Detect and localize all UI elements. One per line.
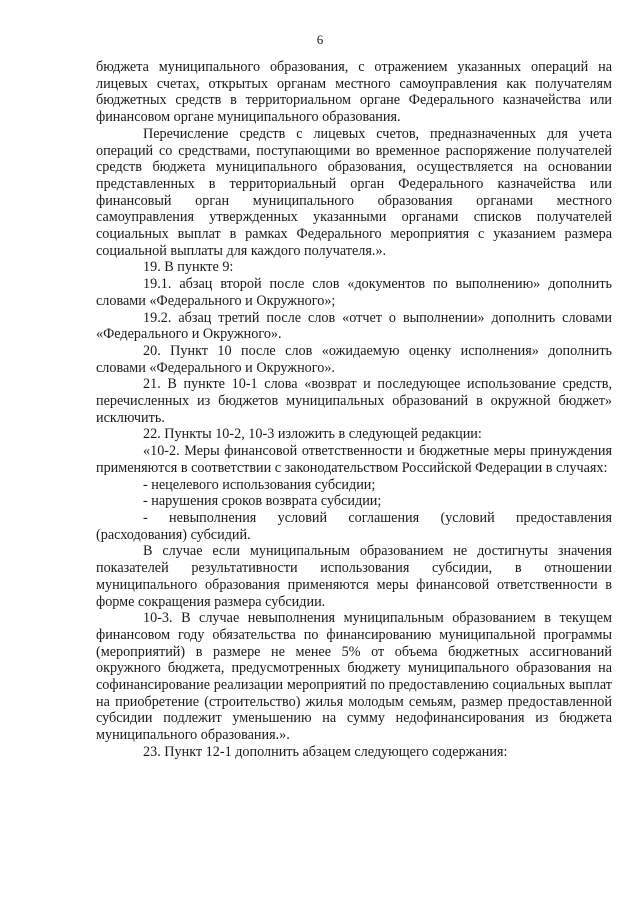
page-number: 6 <box>316 32 324 47</box>
paragraph: бюджета муниципального образования, с отражением указанных операций на лицевых счетах, открытых органам местного самоуправления как получателям бюджетных средств в территориальном органе Федерального казначейства или финансовом органе муниципального образования. <box>96 59 612 126</box>
paragraph: 19. В пункте 9: <box>143 259 234 276</box>
paragraph: - нецелевого использования субсидии; <box>143 476 376 493</box>
paragraph: - нарушения сроков возврата субсидии; <box>143 493 382 510</box>
paragraph: 21. В пункте 10-1 слова «возврат и последующее использование средств, перечисленных из бюджетов муниципальных образований в окружной бюджет» исключить. <box>96 376 612 426</box>
paragraph: В случае если муниципальным образованием не достигнуты значения показателей результативности использования субсидии, в отношении муниципального образования применяются меры финансовой ответственности в форме сокращения размера субсидии. <box>96 543 612 610</box>
document-body <box>96 59 612 761</box>
paragraph: 22. Пункты 10-2, 10-3 изложить в следующей редакции: <box>143 426 482 443</box>
paragraph: 20. Пункт 10 после слов «ожидаемую оценку исполнения» дополнить словами «Федерального и Окружного». <box>96 342 612 376</box>
paragraph: «10-2. Меры финансовой ответственности и бюджетные меры принуждения применяются в соответствии с законодательством Российской Федерации в случаях: <box>96 443 612 476</box>
paragraph: Перечисление средств с лицевых счетов, предназначенных для учета операций со средствами, поступающими во временное распоряжение получателей средств бюджета муниципального образования, осуществляется на основании представленных в территориальный орган Федерального казначейства или финансовый орган муниципального образования органами местного самоуправления утвержденных указанными органами списков получателей социальных выплат в рамках Федерального мероприятия с указанием размера социальной выплаты для каждого получателя.». <box>96 125 612 259</box>
paragraph: 19.2. абзац третий после слов «отчет о выполнении» дополнить словами «Федерального и Окружного». <box>96 309 612 343</box>
paragraph: 23. Пункт 12-1 дополнить абзацем следующего содержания: <box>143 743 508 760</box>
paragraph: 10-3. В случае невыполнения муниципальным образованием в текущем финансовом году обязательства по финансированию муниципальной программы (мероприятий) в размере не менее 5% от объема бюджетных ассигнований окружного бюджета, предусмотренных бюджету муниципального образования на софинансирование реализации мероприятий по предоставлению социальных выплат на приобретение (строительство) жилья молодым семьям, размер предоставленной субсидии подлежит уменьшению на сумму недофинансирования из бюджета муниципального образования.». <box>96 610 612 744</box>
paragraph: - невыполнения условий соглашения (условий предоставления (расходования) субсидий. <box>96 509 612 543</box>
paragraph: 19.1. абзац второй после слов «документов по выполнению» дополнить словами «Федерального и Окружного»; <box>96 276 612 309</box>
